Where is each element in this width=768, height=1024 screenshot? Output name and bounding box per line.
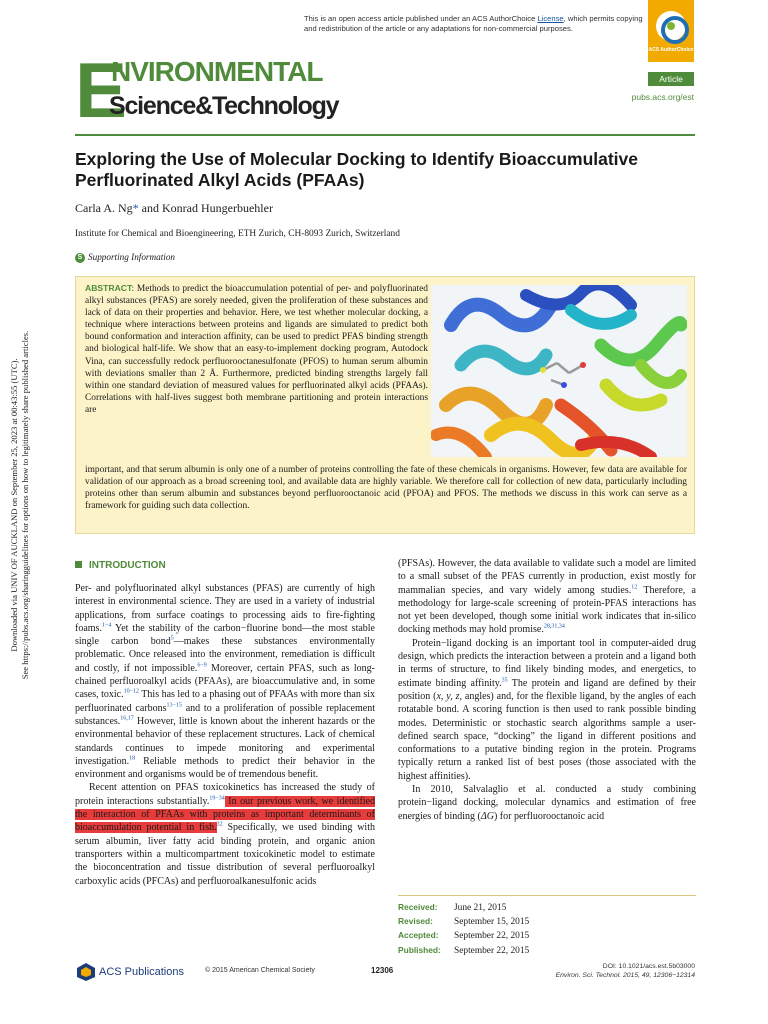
- reference-link[interactable]: 35: [501, 677, 508, 684]
- corresponding-author-link[interactable]: *: [132, 201, 139, 215]
- publisher-name: ACS Publications: [99, 966, 184, 978]
- intro-paragraph-3: (PFSAs). However, the data available to validate such a model are limited to a small subset of the PFAS currently in production, exist mostly for mammalian species, and vary widely among studies.$^{12}$ Therefore, a methodology for large-scale screening of protein-PFAS interactions has not yet been developed, though some initial work indicates that in-silico docking methods may hold promise.$^{28,31,34}$: [398, 558, 696, 636]
- acs-publications-logo[interactable]: [75, 962, 203, 982]
- open-access-notice: [304, 14, 644, 34]
- abstract-text-bottom: important, and that serum albumin is only one of a number of proteins controlling the fate of these chemicals in organisms. However, few data are available for validation of our approach as a broad screening tool, and available data are highly variable. We therefore call for collection of new data, particularly including proteins other than serum albumin and substances beyond perfluorooctanoic acid (PFOA) and PFOS. The methods we discuss in this work can serve as a framework for guiding such data collection.: [85, 465, 687, 512]
- date-published: Published: September 22, 2015: [398, 944, 530, 956]
- affiliation: Institute for Chemical and Bioengineering, ETH Zurich, CH-8093 Zurich, Switzerland: [75, 229, 400, 239]
- supporting-info-link[interactable]: Supporting Information: [88, 252, 176, 262]
- reference-link[interactable]: 5: [170, 635, 174, 642]
- logo-line-science-technology: Science&Technology: [109, 92, 339, 120]
- logo-line-environmental: NVIRONMENTAL: [111, 56, 323, 87]
- article-title: Exploring the Use of Molecular Docking to Identify Bioaccumulative Perfluorinated Alkyl Acids (PFAAs): [75, 149, 639, 190]
- abstract-box: [75, 276, 695, 534]
- intro-paragraph-5: In 2010, Salvalaglio et al. conducted a study combining protein−ligand docking, molecular dynamics and estimation of free energies of binding (ΔG) for perfluorooctanoic acid: [398, 784, 696, 822]
- reference-link[interactable]: 16,17: [120, 715, 134, 722]
- protein-structure-graphic: [431, 285, 687, 457]
- citation: Environ. Sci. Technol. 2015, 49, 12306−12314: [555, 972, 695, 979]
- abstract-text-top: [85, 282, 428, 416]
- intro-paragraph-1: Per- and polyfluorinated alkyl substances (PFAS) are currently of high interest in environmental science. They are used in a variety of industrial applications, from surface coatings to processing aids to fire-fighting foams.$^{1-4}$ Yet the stability of the carbon−fluorine bond—the most stable single carbon bond$^5$—makes these substances environmentally problematic. Once released into the environment, remediation is difficult and costly, if not impossible.$^{6-9}$ Moreover, certain PFAS, such as long-chained perfluoroalkyl acids (PFAAs), are bioaccumulative and, in some cases, toxic.$^{10-12}$ This has led to a phasing out of PFAAs with more than six perfluorinated carbons$^{13-15}$ and to a proliferation of possible replacement substances.$^{16,17}$ However, little is known about the inherent hazards or the environmental behavior of these replacement structures. Lack of chemical standards continues to impede monitoring and experimental investigation.$^{18}$ Reliable methods to predict their behavior in the environment and organisms would be of tremendous benefit.: [75, 583, 376, 781]
- date-received: Received: June 21, 2015: [398, 902, 507, 913]
- date-accepted: Accepted: September 22, 2015: [398, 930, 530, 942]
- header-divider: [75, 134, 695, 136]
- reference-link[interactable]: 19−34: [209, 795, 225, 802]
- section-heading-introduction: [75, 560, 166, 571]
- download-watermark: [0, 315, 40, 695]
- doi-link[interactable]: DOI: 10.1021/acs.est.5b03000: [602, 963, 695, 970]
- oa-notice-text: This is an open access article published under an ACS AuthorChoice: [304, 14, 536, 23]
- download-note-line2: See https://pubs.acs.org/sharingguidelines for options on how to legitimately share published articles.: [20, 330, 30, 680]
- reference-link[interactable]: 12: [631, 584, 638, 591]
- acs-authorchoice-badge[interactable]: [648, 0, 694, 62]
- reference-link[interactable]: 13−15: [166, 702, 182, 709]
- author-hungerbuehler: and Konrad Hungerbuehler: [138, 201, 273, 215]
- article-type-tag: Article: [648, 72, 694, 86]
- reference-link[interactable]: 28,31,34: [543, 624, 565, 631]
- reference-link[interactable]: 1−4: [101, 622, 112, 629]
- highlighted-text[interactable]: In our previous work, we identified the interaction of PFAAs with proteins as important determinants of bioaccumulation potential in fish.: [75, 795, 375, 834]
- intro-heading-text: INTRODUCTION: [89, 560, 166, 571]
- journal-logo[interactable]: [75, 46, 339, 134]
- supporting-info-icon[interactable]: S: [75, 253, 85, 263]
- page-number: 12306: [371, 966, 394, 975]
- abstract-body-top: Methods to predict the bioaccumulation potential of per- and polyfluorinated alkyl substances (PFAS) are sorely needed, given the proliferation of these substances and lack of data on their properties and behavior. Here, we test whether molecular docking, a technique where interactions between proteins and ligands are simulated to predict both bound conformation and interaction affinity, can be used to predict PFAS binding strength and biological half-life. We show that an easy-to-implement docking program, Autodock Vina, can successfully redock perfluorooctanesulfonate (PFOS) to human serum albumin with deviations smaller than 2 Å. Furthermore, predicted binding strengths largely fall within one standard deviation of measured values for perfluorinated alkyl acids (PFAAs). Correlations with half-lives suggest both membrane partitioning and protein interactions are: [85, 284, 428, 415]
- reference-link[interactable]: 18: [129, 755, 136, 762]
- reference-link[interactable]: 32: [216, 822, 223, 829]
- publication-dates: [398, 895, 696, 958]
- logo-letter-e: E: [75, 46, 126, 134]
- author-line: [75, 201, 273, 216]
- abstract-label: ABSTRACT:: [85, 283, 135, 293]
- intro-paragraph-4: Protein−ligand docking is an important tool in computer-aided drug design, which predicts the interaction between a protein and a ligand both in terms of structure, to find likely binding modes, and energetics, to estimate binding affinity.$^{35}$ The protein and ligand are defined by their position (x, y, z, angles) and, for the flexible ligand, by the angles of each rotatable bond. A scoring function is then used to rank possible binding modes. Deterministic or stochastic search algorithms sample a user-defined search space, “docking” the ligand in different positions and conformations to a putative binding region in the protein. Programs typically return a ranked list of best poses (those associated with the highest affinities).: [398, 637, 697, 782]
- badge-label: ACS AuthorChoice: [648, 47, 694, 53]
- author-ng: Carla A. Ng: [75, 201, 133, 215]
- license-link[interactable]: License: [537, 14, 564, 23]
- intro-paragraph-2: Recent attention on PFAS toxicokinetics has increased the study of protein interactions substantially.$^{19-34}$ In our previous work, we identified the interaction of PFAAs with proteins as important determinants of bioaccumulation potential in fish.$^{32}$ Specifically, we used binding with serum albumin, liver fatty acid binding protein, and organic anion transporters within a multicompartment toxicokinetic model to estimate the bioconcentration and tissue distribution of several perfluoroalkyl carboxylic acids (PFCAs) and perfluoroalkanesulfonic acids: [75, 782, 375, 887]
- download-note-line1: Downloaded via UNIV OF AUCKLAND on September 25, 2023 at 00:43:55 (UTC).: [9, 358, 19, 652]
- acs-hexagon-icon: [75, 962, 97, 982]
- date-revised: Revised: September 15, 2015: [398, 916, 530, 928]
- journal-url[interactable]: pubs.acs.org/est: [631, 92, 694, 102]
- section-marker-icon: [75, 561, 82, 568]
- page-footer: [75, 960, 695, 984]
- authorchoice-icon: [656, 11, 686, 41]
- oa-notice-text-2: , which permits copying and redistribution of the article or any adaptations for non-commercial purposes.: [304, 14, 643, 33]
- reference-link[interactable]: 6−9: [197, 662, 207, 669]
- doi-block: [556, 962, 695, 980]
- copyright: © 2015 American Chemical Society: [205, 967, 315, 974]
- right-column: [398, 557, 696, 823]
- left-column: [75, 582, 375, 888]
- reference-link[interactable]: 10−12: [123, 689, 139, 696]
